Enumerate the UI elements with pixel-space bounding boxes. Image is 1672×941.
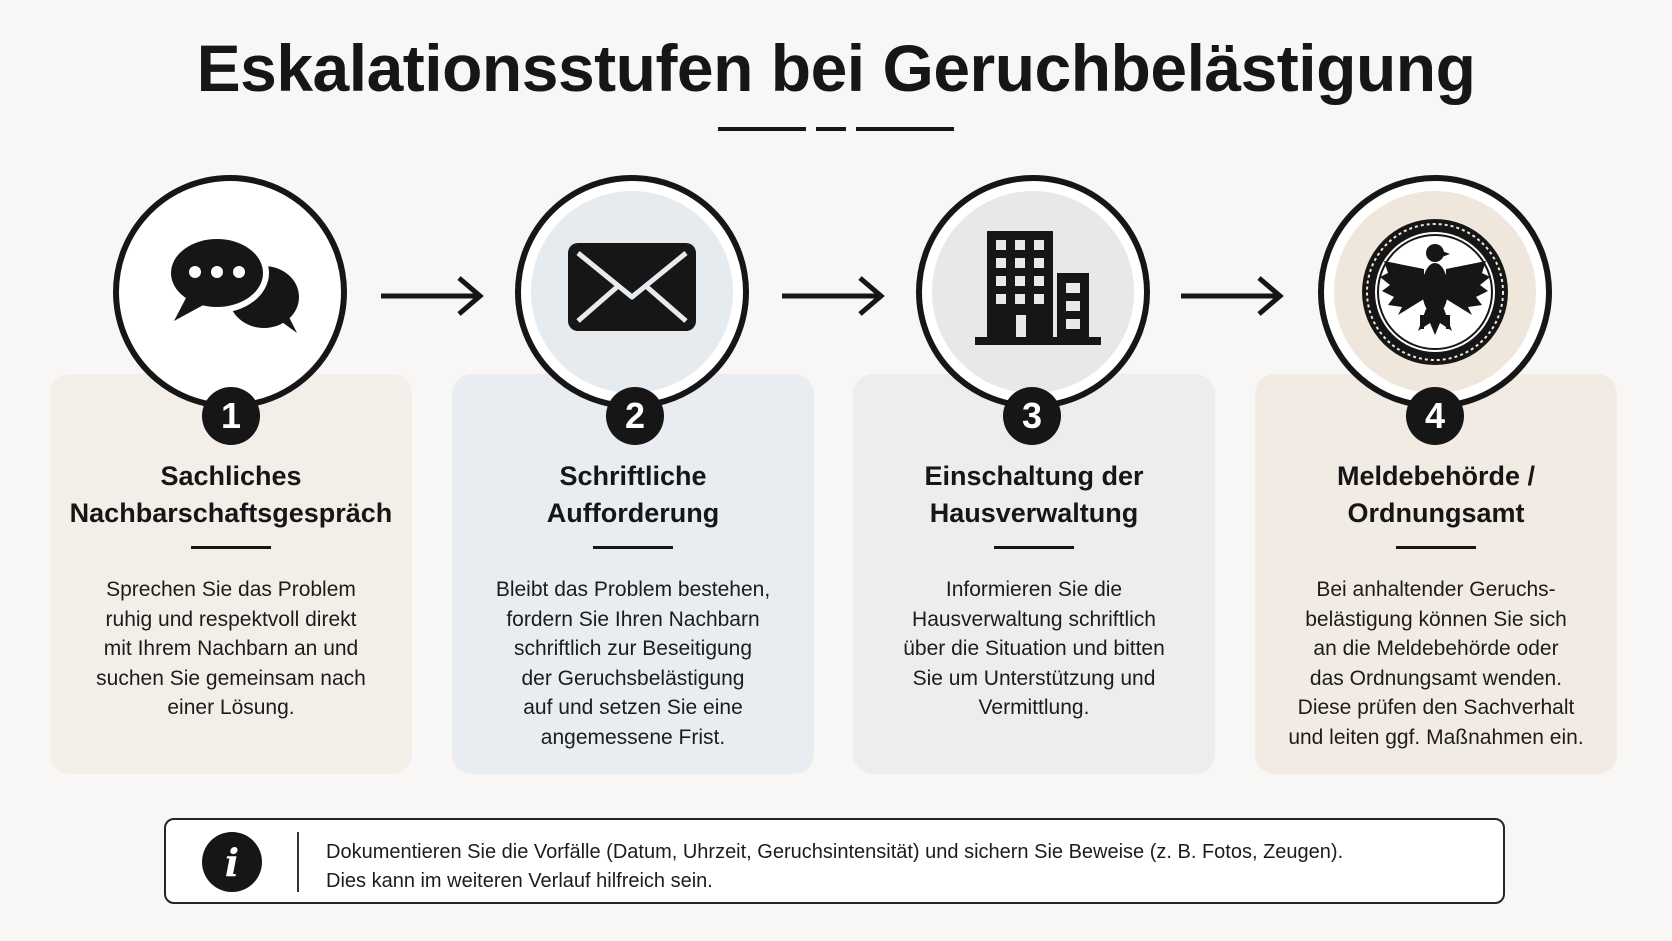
step-number-badge: 2 [606, 387, 664, 445]
info-line: Dies kann im weiteren Verlauf hilfreich sein. [326, 870, 713, 892]
info-box [164, 818, 1505, 904]
step-4-icon-circle [1318, 175, 1552, 409]
description-line: Informieren Sie die [945, 578, 1123, 601]
description-line: über die Situation und bitten [903, 637, 1165, 660]
info-divider [297, 832, 299, 892]
arrow-right-icon [381, 276, 485, 316]
step-title-line: Nachbarschaftsgespräch [69, 498, 393, 528]
arrow-right-icon [782, 276, 886, 316]
description-line: auf und setzen Sie eine [523, 696, 743, 719]
description-line: Hausverwaltung schriftlich [912, 607, 1156, 631]
step-title-line: Hausverwaltung [929, 498, 1139, 528]
step-3-title [853, 458, 1215, 532]
info-line: Dokumentieren Sie die Vorfälle (Datum, Uhrzeit, Geruchsintensität) und sichern Sie Beweise (z. B. Fotos, Zeugen). [326, 841, 1344, 863]
step-title-line: Einschaltung der [924, 461, 1144, 491]
description-line: Bleibt das Problem bestehen, [495, 578, 771, 601]
description-line: Sprechen Sie das Problem [106, 578, 356, 601]
description-line: Bei anhaltender Geruchs- [1316, 578, 1556, 601]
step-title-line: Sachliches [160, 461, 302, 491]
description-line: ruhig und respektvoll direkt [105, 607, 357, 631]
description-line: mit Ihrem Nachbarn an und [103, 637, 359, 660]
step-4-title [1255, 458, 1617, 532]
step-title-line: Ordnungsamt [1347, 498, 1525, 528]
step-2-icon-circle [515, 175, 749, 409]
step-4-description [1255, 575, 1617, 752]
step-1-icon-circle [113, 175, 347, 409]
page-title: Eskalationsstufen bei Geruchbelästigung [196, 31, 1476, 105]
description-line: Vermittlung. [978, 696, 1090, 719]
step-number-badge: 3 [1003, 387, 1061, 445]
building-icon [932, 191, 1134, 393]
step-number-badge: 4 [1406, 387, 1464, 445]
description-line: fordern Sie Ihren Nachbarn [506, 607, 760, 631]
step-3-description [853, 575, 1215, 723]
description-line: Sie um Unterstützung und [912, 666, 1156, 690]
description-line: und leiten ggf. Maßnahmen ein. [1288, 725, 1584, 749]
step-title-line: Meldebehörde / [1336, 461, 1536, 491]
federal-eagle-seal-icon [1334, 191, 1536, 393]
step-title-line: Schriftliche [559, 461, 707, 491]
description-line: suchen Sie gemeinsam nach [96, 666, 366, 690]
step-3-icon-circle [916, 175, 1150, 409]
description-line: an die Meldebehörde oder [1313, 637, 1559, 660]
description-line: der Geruchsbelästigung [521, 666, 745, 690]
step-2-description [452, 575, 814, 752]
step-title-line: Aufforderung [546, 498, 720, 528]
description-line: angemessene Frist. [540, 725, 726, 749]
title-divider [593, 546, 673, 549]
title-divider [191, 546, 271, 549]
step-number-badge: 1 [202, 387, 260, 445]
arrow-right-icon [1181, 276, 1285, 316]
step-1-title [50, 458, 412, 532]
envelope-icon [531, 191, 733, 393]
info-icon: i [202, 832, 262, 892]
title-divider [1396, 546, 1476, 549]
speech-bubbles-icon [129, 191, 331, 393]
description-line: belästigung können Sie sich [1305, 607, 1567, 631]
step-1-description [50, 575, 412, 723]
info-text [326, 838, 1343, 896]
step-2-title [452, 458, 814, 532]
title-divider [994, 546, 1074, 549]
description-line: Diese prüfen den Sachverhalt [1297, 696, 1575, 719]
title-underline [718, 127, 954, 131]
description-line: das Ordnungsamt wenden. [1309, 666, 1563, 690]
description-line: schriftlich zur Beseitigung [513, 637, 753, 660]
description-line: einer Lösung. [167, 696, 295, 719]
